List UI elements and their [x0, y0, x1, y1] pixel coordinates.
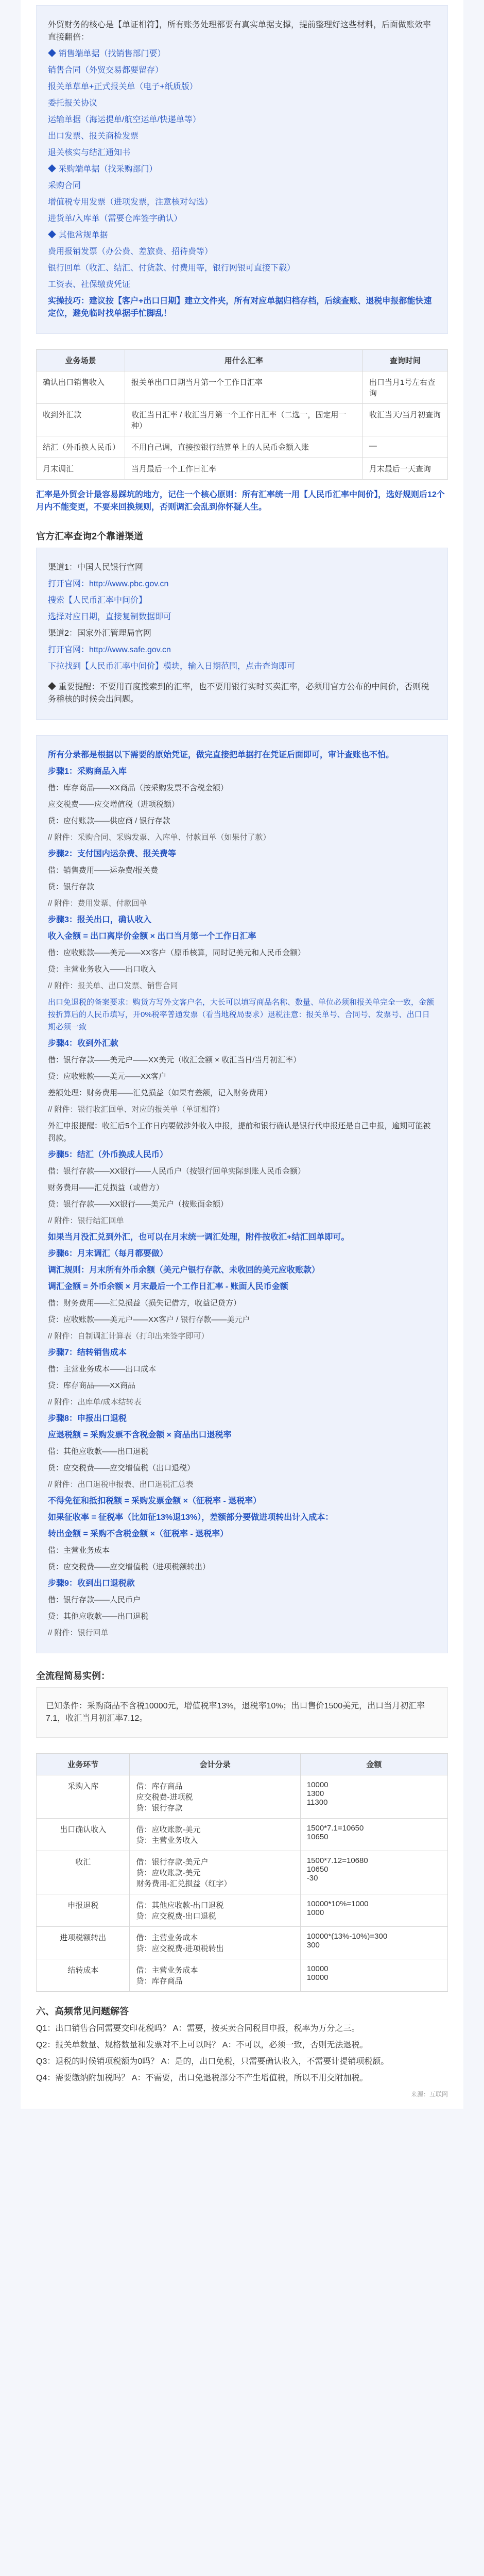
table-row — [37, 458, 448, 480]
table-cell: 月末最后一天查询 — [362, 458, 447, 480]
table-row — [37, 1819, 448, 1851]
entry-line: 借：应收账款——美元——XX客户（原币核算，同时记美元和人民币金额） — [48, 948, 306, 957]
entry-line: 借：银行存款——人民币户 — [48, 1596, 141, 1604]
entry-note: // 附件：银行结汇回单 — [48, 1216, 124, 1225]
query-line: 渠道1：中国人民银行官网 — [48, 563, 143, 572]
intro-item: 采购合同 — [48, 181, 81, 190]
entries-card — [36, 735, 448, 1653]
entries-intro: 所有分录都是根据以下需要的原始凭证，做完直接把单据打在凭证后面即可，审计查账也不怕。 — [48, 751, 394, 759]
table-cell: 借：银行存款-美元户 贷：应收账款-美元 财务费用-汇兑损益（红字） — [130, 1851, 300, 1894]
query-line: 渠道2：国家外汇管理局官网 — [48, 629, 151, 638]
table-cell: 1500*7.1=10650 10650 — [300, 1819, 447, 1851]
entry-rule: 调汇规则：月末所有外币余额（美元户银行存款、未收回的美元应收账款） — [48, 1266, 320, 1275]
faq-list — [36, 2023, 448, 2084]
entry-line: 借：主营业务成本 — [48, 1546, 110, 1555]
intro-tip: 实操技巧：建议按【客户+出口日期】建立文件夹，所有对应单据归档存档，后续查账、退税申报都能快速定位，避免临时找单据手忙脚乱！ — [48, 297, 432, 318]
faq-item: Q2：报关单数量、规格数量和发票对不上可以吗？ A：不可以，必须一致，否则无法退税。 — [36, 2041, 368, 2049]
table-row — [37, 1894, 448, 1927]
entry-formula: 不得免征和抵扣税额 = 采购发票金额 ×（征税率 - 退税率） — [48, 1497, 262, 1505]
page — [21, 0, 463, 2109]
intro-item: ◆ 其他常规单据 — [48, 231, 108, 240]
entry-tip: 外汇申报提醒：收汇后5个工作日内要做涉外收入申报，提前和银行确认是银行代申报还是自己申报，逾期可能被罚款。 — [48, 1122, 431, 1143]
intro-item: 费用报销发票（办公费、差旅费、招待费等） — [48, 247, 213, 256]
entry-note: // 附件：银行回单 — [48, 1629, 109, 1637]
case-header: 金额 — [300, 1754, 447, 1775]
entry-formula: 应退税额 = 采购发票不含税金额 × 商品出口退税率 — [48, 1431, 232, 1439]
intro-card — [36, 5, 448, 334]
table-row — [37, 371, 448, 404]
query-card — [36, 548, 448, 720]
table-row — [37, 404, 448, 436]
entry-line: 贷：应付账款——供应商 / 银行存款 — [48, 817, 170, 825]
query-note: ◆ 重要提醒：不要用百度搜索到的汇率，也不要用银行实时买卖汇率，必须用官方公布的中间价，否则税务稽核的时候会出问题。 — [48, 683, 429, 704]
intro-heading: 外贸财务的核心是【单证相符】，所有账务处理都要有真实单据支撑，提前整理好这些材料，后面做账效率直接翻倍： — [48, 21, 431, 42]
intro-item: 出口发票、报关商检发票 — [48, 132, 139, 141]
table-row — [37, 1775, 448, 1819]
entry-line: 贷：应交税费——应交增值税（进项税额转出） — [48, 1563, 211, 1571]
intro-item: 增值税专用发票（进项发票，注意核对勾选） — [48, 198, 213, 207]
entry-line: 贷：银行存款 — [48, 883, 95, 891]
table-cell: 1500*7.12=10680 10650 -30 — [300, 1851, 447, 1894]
entry-line: 贷：银行存款——XX银行——美元户（按账面金额） — [48, 1200, 229, 1209]
entry-tip: 如果征收率 = 征税率（比如征13%退13%），差额部分要做进项转出计入成本： — [48, 1513, 334, 1522]
entry-line: 借：销售费用——运杂费/报关费 — [48, 866, 159, 875]
table-cell: 10000*10%=1000 1000 — [300, 1894, 447, 1927]
table-cell: 月末调汇 — [37, 458, 125, 480]
step-title: 步骤4：收到外汇款 — [48, 1039, 118, 1048]
rate-header: 用什么汇率 — [125, 350, 362, 371]
intro-item: ◆ 采购端单据（找采购部门） — [48, 165, 158, 174]
table-row — [37, 1959, 448, 1992]
table-cell: 收汇 — [37, 1851, 130, 1894]
rate-tip: 汇率是外贸会计最容易踩坑的地方，记住一个核心原则：所有汇率统一用【人民币汇率中间价】，选好规则后12个月内不能变更，不要来回换规则，否则调汇会乱到你怀疑人生。 — [36, 490, 445, 512]
intro-item: 退关核实与结汇通知书 — [48, 148, 131, 157]
entry-note: // 附件：报关单、出口发票、销售合同 — [48, 981, 178, 990]
entry-line: 贷：应收账款——美元户——XX客户 / 银行存款——美元户 — [48, 1315, 250, 1324]
rate-table — [36, 349, 448, 480]
query-line: 下拉找到【人民币汇率中间价】模块，输入日期范围，点击查询即可 — [48, 662, 296, 671]
table-cell: 借：主营业务成本 贷：库存商品 — [130, 1959, 300, 1992]
entry-line: 差额处理：财务费用——汇兑损益（如果有差额，记入财务费用） — [48, 1089, 272, 1097]
entry-line: 应交税费——应交增值税（进项税额） — [48, 800, 180, 809]
case-title: 全流程简易实例： — [36, 1671, 110, 1681]
intro-item: 银行回单（收汇、结汇、付货款、付费用等，银行网银可直接下载） — [48, 264, 296, 273]
entry-line: 贷：主营业务收入——出口收入 — [48, 965, 157, 974]
case-intro — [36, 1687, 448, 1738]
query-link[interactable]: 打开官网：http://www.safe.gov.cn — [48, 646, 171, 654]
entry-note: // 附件：采购合同、采购发票、入库单、付款回单（如果付了款） — [48, 833, 271, 842]
table-cell: 确认出口销售收入 — [37, 371, 125, 404]
table-cell: 出口当月1号左右查询 — [362, 371, 447, 404]
table-cell: 收到外汇款 — [37, 404, 125, 436]
faq-item: Q1：出口销售合同需要交印花税吗？ A：需要，按买卖合同税目申报，税率为万分之三。 — [36, 2024, 360, 2033]
query-link[interactable]: 打开官网：http://www.pbc.gov.cn — [48, 580, 169, 588]
intro-item: 运输单据（海运提单/航空运单/快递单等） — [48, 115, 201, 124]
step-title: 步骤3：报关出口，确认收入 — [48, 916, 151, 924]
entry-line: 贷：应收账款——美元——XX客户 — [48, 1072, 167, 1081]
entry-line: 贷：库存商品——XX商品 — [48, 1381, 136, 1390]
entry-line: 借：银行存款——XX银行——人民币户（按银行回单实际到账人民币金额） — [48, 1167, 306, 1176]
entry-line: 贷：其他应收款——出口退税 — [48, 1612, 149, 1621]
table-row — [37, 436, 448, 458]
case-table — [36, 1753, 448, 1992]
faq-title: 六、高频常见问题解答 — [36, 2006, 129, 2016]
table-cell: 10000 1300 11300 — [300, 1775, 447, 1819]
rate-header: 查询时间 — [362, 350, 447, 371]
intro-item: 销售合同（外贸交易都要留存） — [48, 66, 164, 75]
table-cell: 结转成本 — [37, 1959, 130, 1992]
table-cell: 借：库存商品 应交税费-进项税 贷：银行存款 — [130, 1775, 300, 1819]
intro-item: ◆ 销售端单据（找销售部门要） — [48, 49, 166, 58]
step-title: 步骤7：结转销售成本 — [48, 1348, 127, 1357]
faq-item: Q3：退税的时候销项税额为0吗？ A：是的，出口免税，只需要确认收入，不需要计提销项税额。 — [36, 2057, 389, 2066]
entry-line: 贷：应交税费——应交增值税（出口退税） — [48, 1464, 195, 1472]
step-title: 步骤6：月末调汇（每月都要做） — [48, 1249, 168, 1258]
step-title: 步骤5：结汇（外币换成人民币） — [48, 1150, 168, 1159]
table-cell: 进项税额转出 — [37, 1927, 130, 1959]
entry-line: 借：财务费用——汇兑损益（损失记借方，收益记贷方） — [48, 1299, 241, 1308]
rate-header: 业务场景 — [37, 350, 125, 371]
table-cell: 借：应收账款-美元 贷：主营业务收入 — [130, 1819, 300, 1851]
faq-item: Q4：需要缴纳附加税吗？ A：不需要，出口免退税部分不产生增值税，所以不用交附加税。 — [36, 2074, 368, 2082]
query-line: 选择对应日期，直接复制数据即可 — [48, 613, 172, 621]
step-title: 步骤1：采购商品入库 — [48, 767, 127, 776]
entry-formula: 调汇金额 = 外币余额 × 月末最后一个工作日汇率 - 账面人民币金额 — [48, 1282, 288, 1291]
entry-note: // 附件：费用发票、付款回单 — [48, 899, 147, 908]
table-cell: 收汇当日汇率 / 收汇当月第一个工作日汇率（二选一，固定用一种） — [125, 404, 362, 436]
table-cell: 不用自己调，直接按银行结算单上的人民币金额入账 — [125, 436, 362, 458]
case-header: 业务环节 — [37, 1754, 130, 1775]
entry-formula: 转出金额 = 采购不含税金额 ×（征税率 - 退税率） — [48, 1530, 229, 1538]
table-cell: 10000 10000 — [300, 1959, 447, 1992]
table-cell: 结汇（外币换人民币） — [37, 436, 125, 458]
entry-tip: 如果当月没汇兑到外汇，也可以在月末统一调汇处理，附件按收汇+结汇回单即可。 — [48, 1233, 350, 1242]
entry-tip: 出口免退税的备案要求：购货方写外文客户名，大长可以填写商品名称、数量、单位必须和报关单完全一致，金额按折算后的人民币填写，开0%税率普通发票（看当地税局要求）退税注意：报关单号、合同号、发票号、出口日期必须一致 — [48, 998, 435, 1031]
entry-line: 借：主营业务成本——出口成本 — [48, 1365, 157, 1374]
query-title: 官方汇率查询2个靠谱渠道 — [36, 531, 144, 541]
case-intro-text: 已知条件：采购商品不含税10000元，增值税率13%，退税率10%；出口售价1500美元，出口当月初汇率7.1，收汇当月初汇率7.12。 — [46, 1702, 425, 1723]
intro-item: 进货单/入库单（需要仓库签字确认） — [48, 214, 182, 223]
source-footer: 来源：互联网 — [410, 2091, 448, 2098]
entry-line: 借：其他应收款——出口退税 — [48, 1447, 149, 1456]
case-header: 会计分录 — [130, 1754, 300, 1775]
entry-line: 借：库存商品——XX商品（按采购发票不含税金额） — [48, 784, 229, 792]
intro-item: 报关单草单+正式报关单（电子+纸质版） — [48, 82, 198, 91]
entry-note: // 附件：出库单/成本结转表 — [48, 1398, 142, 1406]
step-title: 步骤2：支付国内运杂费、报关费等 — [48, 850, 176, 858]
table-cell: 10000*(13%-10%)=300 300 — [300, 1927, 447, 1959]
table-cell: 收汇当天/当月初查询 — [362, 404, 447, 436]
entry-note: // 附件：银行收汇回单、对应的报关单（单证相符） — [48, 1105, 224, 1114]
table-cell: 报关单出口日期当月第一个工作日汇率 — [125, 371, 362, 404]
entry-line: 财务费用——汇兑损益（或借方） — [48, 1183, 164, 1192]
query-line: 搜索【人民币汇率中间价】 — [48, 596, 147, 605]
table-cell: 借：其他应收款-出口退税 贷：应交税费-出口退税 — [130, 1894, 300, 1927]
entry-note: // 附件：自制调汇计算表（打印出来签字即可） — [48, 1332, 209, 1341]
step-title: 步骤8：申报出口退税 — [48, 1414, 127, 1423]
entry-formula: 收入金额 = 出口离岸价金额 × 出口当月第一个工作日汇率 — [48, 932, 256, 941]
intro-item: 委托报关协议 — [48, 99, 98, 108]
entry-note: // 附件：出口退税申报表、出口退税汇总表 — [48, 1480, 194, 1489]
table-cell: — — [362, 436, 447, 458]
table-row — [37, 1851, 448, 1894]
table-cell: 申报退税 — [37, 1894, 130, 1927]
table-cell: 当月最后一个工作日汇率 — [125, 458, 362, 480]
table-cell: 采购入库 — [37, 1775, 130, 1819]
intro-item: 工资表、社保缴费凭证 — [48, 280, 131, 289]
table-cell: 出口确认收入 — [37, 1819, 130, 1851]
table-row — [37, 1927, 448, 1959]
step-title: 步骤9：收到出口退税款 — [48, 1579, 135, 1588]
entry-line: 借：银行存款——美元户——XX美元（收汇金额 × 收汇当日/当月初汇率） — [48, 1056, 301, 1064]
table-cell: 借：主营业务成本 贷：应交税费-进项税转出 — [130, 1927, 300, 1959]
